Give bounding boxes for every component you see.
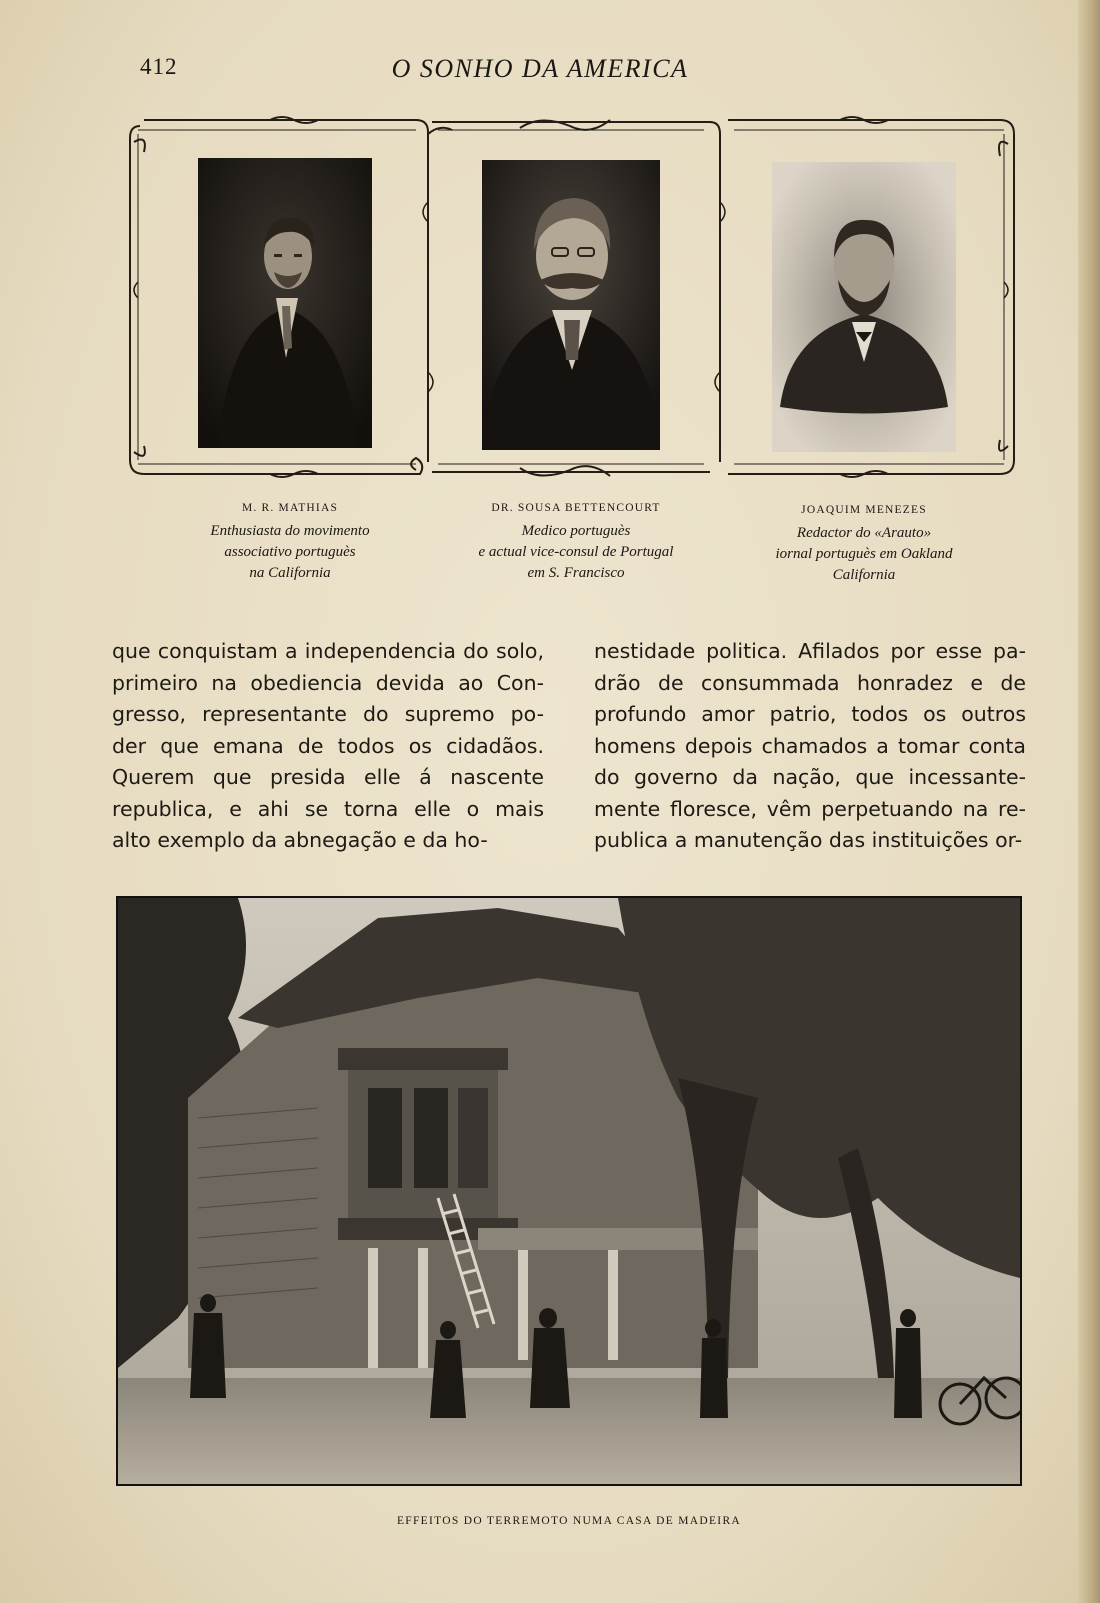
caption-desc-line: Redactor do «Arauto» [796,525,932,541]
portrait-mathias [198,158,372,448]
caption-desc-line: Enthusiasta do movimento [210,523,370,539]
earthquake-house-photo [116,896,1022,1486]
text-line: homens depois chamados a tomar conta [594,733,1026,758]
text-line: alto exemplo da abnegação e da ho- [112,828,488,852]
page-edge-shadow [1078,0,1100,1603]
caption-name: M. R. MATHIAS [241,502,339,514]
caption-desc-line: na California [249,565,331,581]
text-line: publica a manutenção das instituições or- [594,828,1023,852]
caption-desc-line: Medico portuguès [521,523,631,539]
caption-menezes [734,504,994,586]
journal-title: O SONHO DA AMERICA [391,54,689,83]
text-line: nestidade politica. Afilados por esse pa- [594,639,1026,663]
text-line: mente floresce, vêm perpetuando na re- [594,796,1026,821]
text-line: gresso, representante do supremo po- [112,702,544,726]
portrait-bettencourt [482,160,660,450]
caption-desc-line: California [832,567,896,583]
caption-bettencourt [436,502,716,584]
caption-desc-line: em S. Francisco [527,565,625,581]
page-number: 412 [140,54,178,79]
text-line: do governo da nação, que incessante- [594,765,1026,789]
caption-name: JOAQUIM MENEZES [801,504,927,516]
text-line: Querem que presida elle á nascente [112,765,544,789]
text-line: profundo amor patrio, todos os outros [594,702,1026,726]
text-line: republica, e ahi se torna elle o mais [112,796,544,821]
caption-desc-line: associativo portuguès [224,544,356,560]
running-head [140,54,940,88]
text-line: drão de consummada honradez e de [594,670,1026,695]
portrait-menezes [772,162,956,452]
caption-name: DR. SOUSA BETTENCOURT [491,502,661,514]
caption-desc-line: iornal portuguès em Oakland [775,546,953,562]
photo-caption: EFFEITOS DO TERREMOTO NUMA CASA DE MADEIRA [396,1515,742,1527]
caption-mathias [170,502,410,584]
text-line: que conquistam a independencia do solo, [112,639,544,663]
caption-desc-line: e actual vice-consul de Portugal [478,544,674,560]
body-column-right [594,636,1026,857]
body-column-left [112,636,544,857]
text-line: der que emana de todos os cidadãos. [112,733,544,758]
text-line: primeiro na obediencia devida ao Con- [112,670,544,695]
